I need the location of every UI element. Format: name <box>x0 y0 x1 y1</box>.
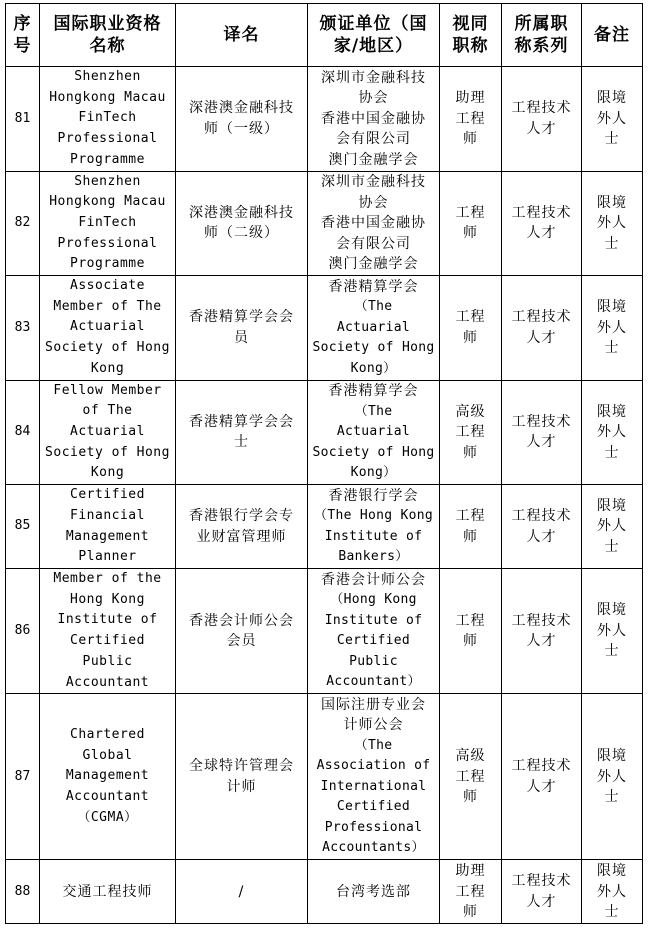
cell-line: 深圳市金融科技 <box>321 174 426 191</box>
row-remark-cell <box>582 485 643 569</box>
cell-line: 工程技术 <box>511 758 572 775</box>
row-issuer-cell <box>308 569 440 694</box>
row-seq-cell: 84 <box>6 380 40 485</box>
cell-line: 工程 <box>455 508 486 525</box>
cell-line: Management <box>65 528 150 544</box>
cell-line: International <box>320 778 427 794</box>
cell-line: Member of The <box>53 298 162 314</box>
table-row <box>6 276 643 381</box>
row-translation-cell <box>176 569 308 694</box>
cell-line: 师（二级） <box>204 225 279 242</box>
cell-line: 香港中国金融协 <box>321 110 426 127</box>
cell-line: 高级 <box>455 403 486 420</box>
table-row <box>6 485 643 569</box>
cell-line: 师 <box>463 225 478 242</box>
cell-line: （The <box>354 299 393 315</box>
table-row <box>6 569 643 694</box>
cell-line: 限境 <box>597 602 627 619</box>
cell-line: 外人 <box>597 319 627 336</box>
cell-line: 称系列 <box>514 36 569 56</box>
row-name-cell <box>40 380 176 485</box>
row-seq-cell: 81 <box>6 67 40 172</box>
cell-line: Society of Hong <box>45 444 170 460</box>
cell-line: 士 <box>604 235 620 252</box>
row-name-cell <box>40 860 176 924</box>
cell-line: Hongkong Macau <box>49 89 166 105</box>
cell-line: 深港澳金融科技 <box>189 204 294 221</box>
row-seq-cell: 85 <box>6 485 40 569</box>
cell-line: 人才 <box>526 434 557 451</box>
cell-line: 视同 <box>452 14 489 34</box>
row-name-cell <box>40 276 176 381</box>
row-remark-cell <box>582 694 643 860</box>
cell-line: 所属职 <box>514 14 569 34</box>
header-translation <box>176 4 308 67</box>
table-row <box>6 380 643 485</box>
cell-line: 高级 <box>455 748 486 765</box>
cell-line: Financial <box>70 507 145 523</box>
cell-line: 香港银行学会 <box>328 487 419 504</box>
cell-line: Shenzhen <box>74 173 141 189</box>
cell-line: Hong Kong <box>70 591 145 607</box>
row-translation-cell <box>176 694 308 860</box>
cell-line: 师 <box>463 904 478 921</box>
cell-line: Association of <box>316 758 431 774</box>
row-series-cell <box>502 485 582 569</box>
cell-line: 香港中国金融协 <box>321 215 426 232</box>
row-seq-cell: 88 <box>6 860 40 924</box>
cell-line: 工程技术 <box>511 873 572 890</box>
cell-line: 备注 <box>594 25 630 45</box>
cell-line: 士 <box>604 789 620 806</box>
row-name-cell <box>40 694 176 860</box>
cell-line: 香港精算学会 <box>328 383 419 400</box>
table-row <box>6 860 643 924</box>
cell-line: Chartered <box>70 727 145 743</box>
cell-line: FinTech <box>78 110 137 126</box>
cell-line: of The <box>82 403 133 419</box>
cell-line: Actuarial <box>70 319 145 335</box>
row-seq-cell: 86 <box>6 569 40 694</box>
row-translation-cell <box>176 276 308 381</box>
row-seq-cell: 82 <box>6 171 40 276</box>
cell-line: Kong） <box>350 465 397 481</box>
cell-line: 工程 <box>455 424 486 441</box>
cell-line: 人才 <box>526 893 557 910</box>
cell-line: 外人 <box>597 883 627 900</box>
cell-line: 士 <box>234 434 249 451</box>
cell-line: 工程技术 <box>511 612 572 629</box>
header-name <box>40 4 176 67</box>
cell-line: （The Hong Kong <box>314 508 433 524</box>
cell-line: （The <box>354 403 393 419</box>
cell-line: 人才 <box>526 329 557 346</box>
cell-line: Programme <box>70 151 145 167</box>
header-title-series <box>502 4 582 67</box>
cell-line: 工程 <box>455 309 486 326</box>
cell-line: 工程 <box>455 612 486 629</box>
cell-line: （CGMA） <box>77 809 138 825</box>
cell-line: 香港会计师公会 <box>321 571 426 588</box>
cell-line: 国际职业资格 <box>53 14 162 34</box>
cell-line: Actuarial <box>336 424 411 440</box>
cell-line: Certified <box>70 487 145 503</box>
cell-line: 香港会计师公会 <box>189 612 294 629</box>
row-remark-cell <box>582 860 643 924</box>
cell-line: 深圳市金融科技 <box>321 69 426 86</box>
row-series-cell <box>502 569 582 694</box>
header-equivalent-title <box>440 4 502 67</box>
row-equivalent-cell <box>440 171 502 276</box>
cell-line: Society of Hong <box>312 444 435 460</box>
cell-line: FinTech <box>78 214 137 230</box>
row-translation-cell <box>176 860 308 924</box>
cell-line: 职称 <box>452 36 489 56</box>
cell-line: 工程 <box>455 768 486 785</box>
row-seq-cell: 83 <box>6 276 40 381</box>
cell-line: Hongkong Macau <box>49 194 166 210</box>
cell-line: 会员 <box>226 633 257 650</box>
cell-line: 工程 <box>455 883 486 900</box>
cell-line: 外人 <box>597 768 627 785</box>
cell-line: 计师公会 <box>343 717 404 734</box>
cell-line: Institute of <box>57 612 158 628</box>
cell-line: 限境 <box>597 90 627 106</box>
cell-line: 师 <box>463 528 478 545</box>
row-remark-cell <box>582 67 643 172</box>
cell-line: 助理 <box>455 90 486 106</box>
row-name-cell <box>40 569 176 694</box>
cell-line: 限境 <box>597 194 627 211</box>
cell-line: 人才 <box>526 528 557 545</box>
cell-line: 颁证单位（国 <box>319 14 428 34</box>
row-equivalent-cell <box>440 380 502 485</box>
cell-line: 士 <box>604 904 620 921</box>
table-row <box>6 67 643 172</box>
qualification-table <box>5 3 643 924</box>
row-equivalent-cell <box>440 569 502 694</box>
cell-line: 计师 <box>226 778 257 795</box>
cell-line: 会有限公司 <box>336 235 411 252</box>
cell-line: Accountant <box>65 789 150 805</box>
cell-line: 限境 <box>597 299 627 316</box>
row-issuer-cell <box>308 860 440 924</box>
cell-line: 员 <box>234 329 249 346</box>
cell-line: 限境 <box>597 497 627 514</box>
row-name-cell <box>40 485 176 569</box>
cell-line: Kong） <box>350 360 397 376</box>
cell-line: 香港银行学会专 <box>189 508 294 525</box>
cell-line: 国际注册专业会 <box>321 696 426 713</box>
cell-line: Member of the <box>53 571 162 587</box>
row-translation-cell <box>176 380 308 485</box>
cell-line: 限境 <box>597 748 627 765</box>
cell-line: 香港精算学会会 <box>189 309 294 326</box>
row-issuer-cell <box>308 485 440 569</box>
cell-line: 工程技术 <box>511 309 572 326</box>
cell-line: 士 <box>604 643 620 660</box>
row-issuer-cell <box>308 380 440 485</box>
cell-line: 士 <box>604 538 620 555</box>
cell-line: 深港澳金融科技 <box>189 100 294 117</box>
cell-line: Accountant） <box>326 674 421 690</box>
row-translation-cell <box>176 485 308 569</box>
cell-line: 外人 <box>597 622 627 639</box>
row-remark-cell <box>582 380 643 485</box>
header-issuer <box>308 4 440 67</box>
cell-line: 协会 <box>358 194 389 211</box>
cell-line: 限境 <box>597 863 627 880</box>
row-series-cell <box>502 694 582 860</box>
row-seq-cell: 87 <box>6 694 40 860</box>
row-series-cell <box>502 171 582 276</box>
cell-line: Programme <box>70 256 145 272</box>
header-seq <box>6 4 40 67</box>
cell-line: 家/地区） <box>333 36 414 56</box>
cell-line: 会有限公司 <box>336 131 411 147</box>
cell-line: 人才 <box>526 778 557 795</box>
cell-line: Management <box>65 768 150 784</box>
cell-line: Professional <box>324 819 423 835</box>
header-row <box>6 4 643 67</box>
cell-line: Certified <box>70 633 145 649</box>
cell-line: Shenzhen <box>74 69 141 84</box>
cell-line: 限境 <box>597 403 627 420</box>
cell-line: Institute of <box>324 528 423 544</box>
cell-line: 人才 <box>526 225 557 242</box>
row-translation-cell <box>176 171 308 276</box>
cell-line: 人才 <box>526 633 557 650</box>
row-remark-cell <box>582 171 643 276</box>
cell-line: 工程技术 <box>511 100 572 117</box>
cell-line: Society of Hong <box>312 340 435 356</box>
cell-line: 工程 <box>455 204 486 221</box>
cell-line: 交通工程技师 <box>62 883 153 900</box>
row-remark-cell <box>582 276 643 381</box>
table-row <box>6 171 643 276</box>
cell-line: 师（一级） <box>204 120 279 137</box>
cell-line: 师 <box>463 789 478 806</box>
cell-line: Kong <box>90 465 125 481</box>
cell-line: Professional <box>57 131 158 147</box>
header-remark <box>582 4 643 67</box>
row-remark-cell <box>582 569 643 694</box>
cell-line: Certified <box>336 799 411 815</box>
row-equivalent-cell <box>440 67 502 172</box>
cell-line: Professional <box>57 235 158 251</box>
cell-line: 士 <box>604 131 620 147</box>
row-series-cell <box>502 380 582 485</box>
cell-line: / <box>238 883 245 900</box>
row-series-cell <box>502 276 582 381</box>
cell-line: 澳门金融学会 <box>328 151 419 168</box>
cell-line: 协会 <box>358 90 389 106</box>
cell-line: 香港精算学会会 <box>189 413 294 430</box>
cell-line: Public <box>349 653 398 669</box>
cell-line: 师 <box>463 444 478 461</box>
row-name-cell <box>40 171 176 276</box>
cell-line: 外人 <box>597 424 627 441</box>
cell-line: Public <box>82 653 133 669</box>
cell-line: Institute of <box>324 612 423 628</box>
cell-line: 师 <box>463 633 478 650</box>
cell-line: Planner <box>78 549 137 565</box>
cell-line: （Hong Kong <box>330 592 417 608</box>
cell-line: 工程 <box>455 110 486 127</box>
cell-line: 师 <box>463 329 478 346</box>
table-row <box>6 694 643 860</box>
cell-line: 师 <box>463 131 478 147</box>
cell-line: 台湾考选部 <box>336 883 411 900</box>
row-translation-cell <box>176 67 308 172</box>
cell-line: 香港精算学会 <box>328 278 419 295</box>
row-equivalent-cell <box>440 694 502 860</box>
cell-line: Certified <box>336 633 411 649</box>
cell-line: 外人 <box>597 110 627 127</box>
row-equivalent-cell <box>440 276 502 381</box>
cell-line: Global <box>82 747 133 763</box>
row-series-cell <box>502 860 582 924</box>
cell-line: Fellow Member <box>53 382 162 398</box>
cell-line: Accountants） <box>322 840 425 856</box>
cell-line: Society of Hong <box>45 340 170 356</box>
cell-line: Bankers） <box>338 549 409 565</box>
cell-line: 工程技术 <box>511 413 572 430</box>
row-name-cell <box>40 67 176 172</box>
cell-line: 业财富管理师 <box>196 528 287 545</box>
cell-line: Actuarial <box>70 423 145 439</box>
row-issuer-cell <box>308 276 440 381</box>
row-equivalent-cell <box>440 485 502 569</box>
row-equivalent-cell <box>440 860 502 924</box>
cell-line: 澳门金融学会 <box>328 256 419 273</box>
cell-line: 助理 <box>455 863 486 880</box>
cell-line: 外人 <box>597 215 627 232</box>
row-issuer-cell <box>308 694 440 860</box>
cell-line: 序 <box>13 14 32 34</box>
cell-line: 工程技术 <box>511 508 572 525</box>
row-issuer-cell <box>308 67 440 172</box>
row-series-cell <box>502 67 582 172</box>
cell-line: 译名 <box>223 25 260 45</box>
cell-line: 号 <box>13 36 32 56</box>
row-issuer-cell <box>308 171 440 276</box>
cell-line: 士 <box>604 340 620 357</box>
cell-line: Actuarial <box>336 319 411 335</box>
cell-line: 全球特许管理会 <box>189 758 294 775</box>
cell-line: 外人 <box>597 518 627 535</box>
cell-line: Accountant <box>65 674 150 690</box>
cell-line: 名称 <box>89 36 126 56</box>
cell-line: 工程技术 <box>511 204 572 221</box>
cell-line: 士 <box>604 444 620 461</box>
cell-line: （The <box>354 737 393 753</box>
cell-line: Associate <box>70 278 145 294</box>
cell-line: Kong <box>90 360 125 376</box>
cell-line: 人才 <box>526 120 557 137</box>
